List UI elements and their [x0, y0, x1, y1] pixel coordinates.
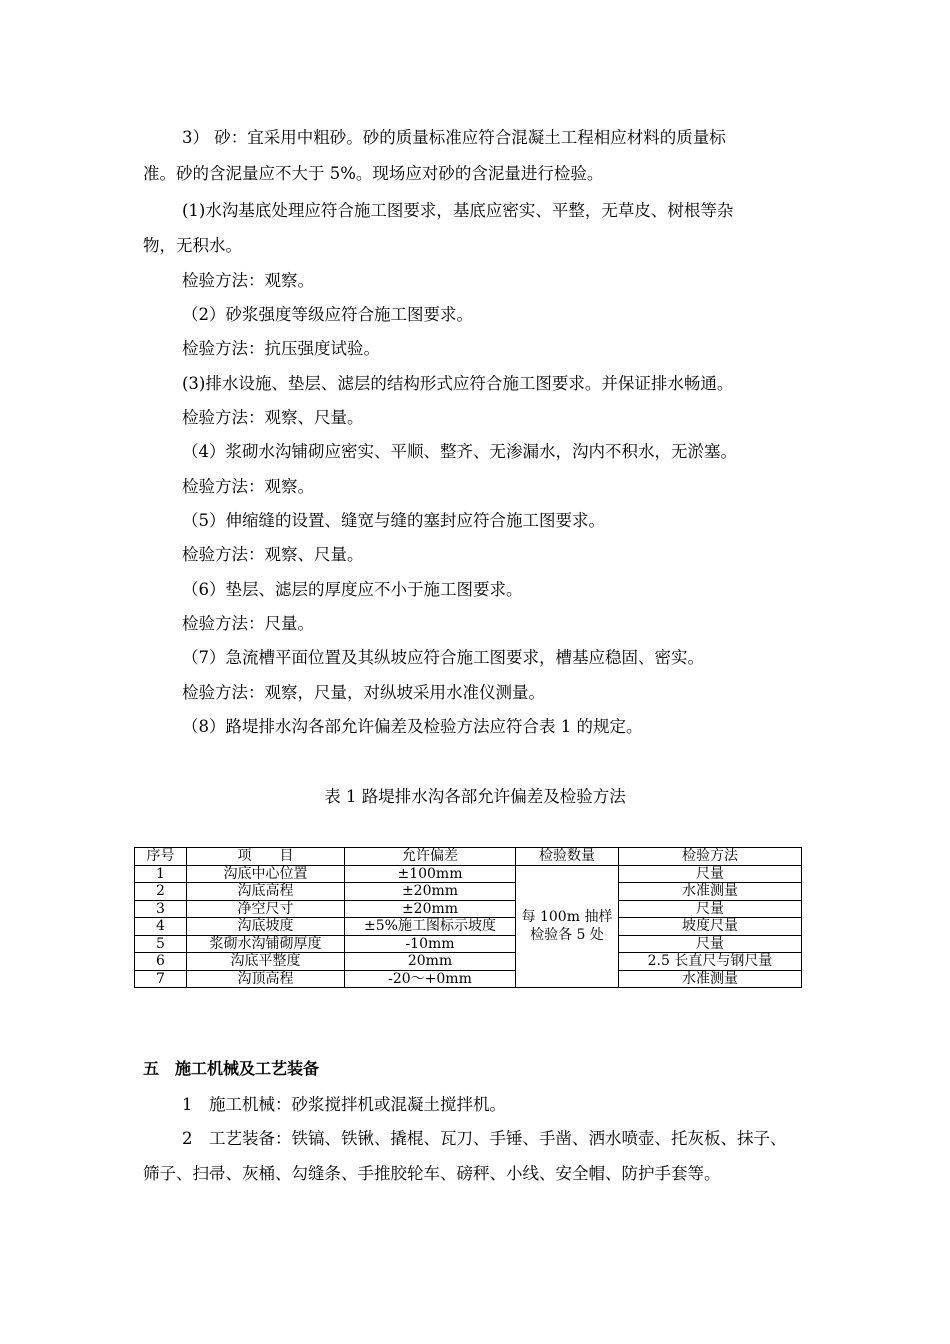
method-7: 检验方法：观察，尺量，对纵坡采用水准仪测量。: [182, 683, 545, 702]
cell-method: 2.5 长直尺与钢尺量: [619, 953, 802, 971]
cell-no: 3: [135, 900, 187, 918]
cell-no: 7: [135, 970, 187, 988]
cell-item: 沟底高程: [187, 883, 345, 901]
tolerance-table: [134, 847, 802, 988]
cell-method: 尺量: [619, 865, 802, 883]
header-tolerance: 允许偏差: [345, 848, 516, 866]
item-4: （4）浆砌水沟铺砌应密实、平顺、整齐、无渗漏水，沟内不积水，无淤塞。: [182, 442, 737, 461]
cell-no: 2: [135, 883, 187, 901]
item-2: （2）砂浆强度等级应符合施工图要求。: [182, 305, 473, 324]
cell-tolerance: -10mm: [345, 935, 516, 953]
cell-item: 沟底坡度: [187, 918, 345, 936]
cell-quantity: 每 100m 抽样检验各 5 处: [516, 865, 619, 988]
header-quantity: 检验数量: [516, 848, 619, 866]
cell-method: 水准测量: [619, 970, 802, 988]
paragraph-sand-line1: 3） 砂：宜采用中粗砂。砂的质量标准应符合混凝土工程相应材料的质量标: [182, 128, 726, 147]
header-method: 检验方法: [619, 848, 802, 866]
table-row: [135, 970, 802, 988]
cell-tolerance: ±5%施工图标示坡度: [345, 918, 516, 936]
cell-no: 1: [135, 865, 187, 883]
method-1: 检验方法：观察。: [182, 271, 314, 290]
cell-no: 6: [135, 953, 187, 971]
table-row: [135, 935, 802, 953]
equipment-line2: 筛子、扫帚、灰桶、勾缝条、手推胶轮车、磅秤、小线、安全帽、防护手套等。: [143, 1164, 721, 1183]
method-4: 检验方法：观察。: [182, 477, 314, 496]
header-no: 序号: [135, 848, 187, 866]
cell-method: 尺量: [619, 935, 802, 953]
cell-item: 净空尺寸: [187, 900, 345, 918]
cell-method: 尺量: [619, 900, 802, 918]
method-6: 检验方法：尺量。: [182, 614, 314, 633]
table-caption: 表 1 路堤排水沟各部允许偏差及检验方法: [324, 787, 626, 806]
cell-method: 坡度尺量: [619, 918, 802, 936]
cell-method: 水准测量: [619, 883, 802, 901]
method-3: 检验方法：观察、尺量。: [182, 408, 364, 427]
section-heading: 五 施工机械及工艺装备: [143, 1059, 320, 1078]
cell-tolerance: ±20mm: [345, 900, 516, 918]
cell-item: 浆砌水沟铺砌厚度: [187, 935, 345, 953]
table-row: [135, 918, 802, 936]
item-6: （6）垫层、滤层的厚度应不小于施工图要求。: [182, 580, 523, 599]
method-2: 检验方法：抗压强度试验。: [182, 339, 380, 358]
equipment-line1: 2 工艺装备：铁镐、铁锹、撬棍、瓦刀、手锤、手凿、洒水喷壶、托灰板、抹子、: [182, 1129, 787, 1148]
table-row: [135, 865, 802, 883]
cell-tolerance: -20～+0mm: [345, 970, 516, 988]
paragraph-sand-line2: 准。砂的含泥量应不大于 5%。现场应对砂的含泥量进行检验。: [143, 164, 604, 183]
table-header-row: [135, 848, 802, 866]
header-item: 项 目: [187, 848, 345, 866]
table-row: [135, 900, 802, 918]
machinery-line: 1 施工机械：砂浆搅拌机或混凝土搅拌机。: [182, 1095, 506, 1114]
cell-item: 沟底平整度: [187, 953, 345, 971]
cell-no: 5: [135, 935, 187, 953]
table-row: [135, 883, 802, 901]
cell-item: 沟顶高程: [187, 970, 345, 988]
cell-no: 4: [135, 918, 187, 936]
method-5: 检验方法：观察、尺量。: [182, 545, 364, 564]
item-1-line2: 物，无积水。: [143, 236, 242, 255]
cell-tolerance: ±20mm: [345, 883, 516, 901]
cell-tolerance: 20mm: [345, 953, 516, 971]
item-1-line1: (1)水沟基底处理应符合施工图要求，基底应密实、平整，无草皮、树根等杂: [182, 201, 734, 220]
item-8: （8）路堤排水沟各部允许偏差及检验方法应符合表 1 的规定。: [182, 717, 643, 736]
item-7: （7）急流槽平面位置及其纵坡应符合施工图要求，槽基应稳固、密实。: [182, 648, 704, 667]
cell-tolerance: ±100mm: [345, 865, 516, 883]
item-3: (3)排水设施、垫层、滤层的结构形式应符合施工图要求。并保证排水畅通。: [182, 374, 734, 393]
item-5: （5）伸缩缝的设置、缝宽与缝的塞封应符合施工图要求。: [182, 511, 605, 530]
table-row: [135, 953, 802, 971]
cell-item: 沟底中心位置: [187, 865, 345, 883]
